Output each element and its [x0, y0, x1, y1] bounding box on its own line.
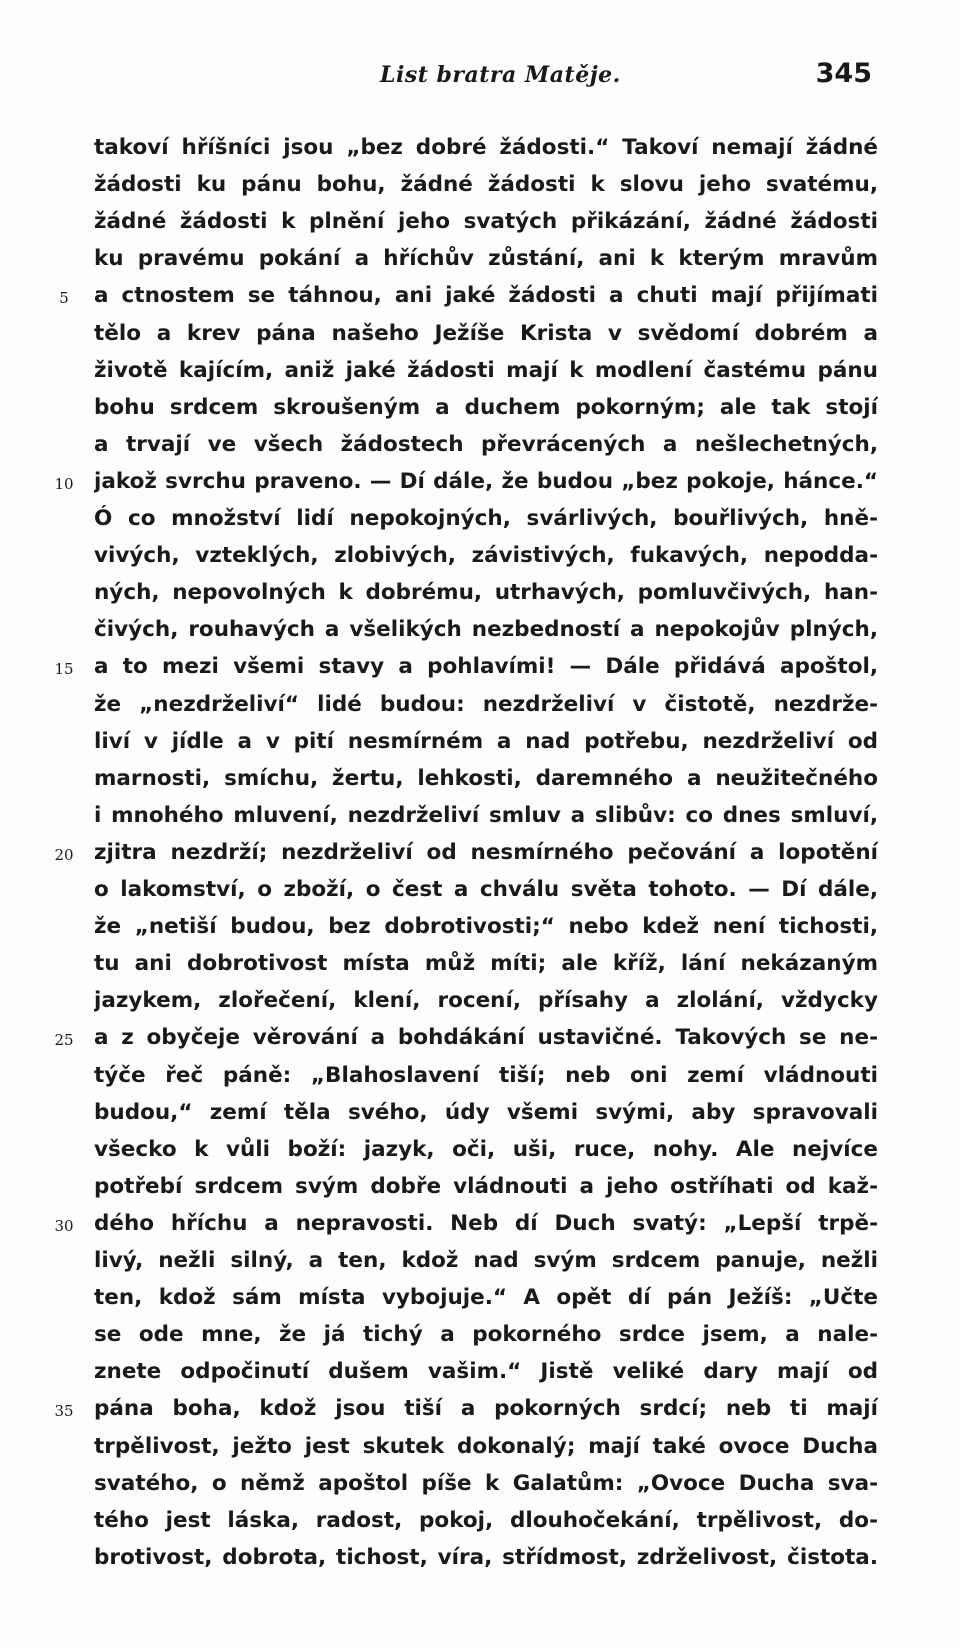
text-line: ten, kdož sám místa vybojuje.“ A opět dí pán Ježíš: „Učte	[94, 1285, 878, 1311]
text-line: a z obyčeje věrování a bohdákání ustavičné. Takových se ne-	[94, 1025, 878, 1051]
text-line: životě kajícím, aniž jaké žádosti mají k modlení častému pánu	[94, 357, 878, 383]
page-number: 345	[815, 58, 872, 89]
text-line: takoví hříšníci jsou „bez dobré žádosti.“ Takoví nemají žádné	[94, 135, 878, 160]
text-line: svatého, o němž apoštol píše k Galatům: „Ovoce Ducha sva-	[94, 1470, 878, 1496]
text-line: jakož svrchu praveno. — Dí dále, že budou „bez pokoje, hánce.“	[94, 468, 878, 494]
text-line: budou,“ zemí těla svého, údy všemi svými, aby spravovali	[94, 1099, 878, 1125]
text-line: se ode mne, že já tichý a pokorného srdce jsem, a nale-	[94, 1322, 878, 1348]
text-line: pána boha, kdož jsou tiší a pokorných srdcí; neb ti mají	[94, 1396, 878, 1422]
text-line: čivých, rouhavých a všelikých nezbedností a nepokojův plných,	[94, 617, 878, 643]
margin-line-number: 20	[54, 845, 74, 864]
text-line: dého hříchu a nepravosti. Neb dí Duch svatý: „Lepší trpě-	[94, 1210, 878, 1236]
text-line: a ctnostem se táhnou, ani jaké žádosti a chuti mají přijímati	[94, 283, 878, 309]
text-line: i mnohého mluvení, nezdrželiví smluv a slibův: co dnes smluví,	[94, 802, 878, 828]
running-title: List bratra Matěje.	[380, 62, 621, 88]
text-line: týče řeč páně: „Blahoslavení tiší; neb oni zemí vládnouti	[94, 1062, 878, 1088]
text-line: brotivost, dobrota, tichost, víra, střídmost, zdrželivost, čistota.	[94, 1544, 878, 1570]
margin-line-number: 35	[54, 1402, 74, 1421]
page-header	[0, 58, 960, 98]
margin-line-number: 25	[54, 1031, 74, 1050]
text-line: zjitra nezdrží; nezdrželiví od nesmírného pečování a lopotění	[94, 839, 878, 865]
text-line: a to mezi všemi stavy a pohlavími! — Dále přidává apoštol,	[94, 654, 878, 680]
text-line: tu ani dobrotivost místa můž míti; ale kříž, lání nekázaným	[94, 951, 878, 977]
text-line: žádosti ku pánu bohu, žádné žádosti k slovu jeho svatému,	[94, 172, 878, 198]
text-line: marnosti, smíchu, žertu, lehkosti, daremného a neužitečného	[94, 765, 878, 791]
margin-line-number: 5	[59, 289, 69, 308]
text-line: všecko k vůli boží: jazyk, oči, uši, ruce, nohy. Ale nejvíce	[94, 1136, 878, 1162]
text-line: livý, nežli silný, a ten, kdož nad svým srdcem panuje, nežli	[94, 1248, 878, 1273]
text-line: ku pravému pokání a hříchův zůstání, ani k kterým mravům	[94, 246, 878, 272]
margin-line-number: 15	[54, 660, 74, 679]
text-line: žádné žádosti k plnění jeho svatých přikázání, žádné žádosti	[94, 209, 878, 235]
text-line: a trvají ve všech žádostech převrácených a nešlechetných,	[94, 431, 878, 457]
text-line: že „nezdrželiví“ lidé budou: nezdrželiví v čistotě, nezdrže-	[94, 691, 878, 717]
text-line: znete odpočinutí dušem vašim.“ Jistě veliké dary mají od	[94, 1359, 878, 1385]
text-line: trpělivost, ježto jest skutek dokonalý; mají také ovoce Ducha	[94, 1433, 878, 1459]
text-line: vivých, vzteklých, zlobivých, závistivých, fukavých, nepodda-	[94, 543, 878, 569]
text-line: potřebí srdcem svým dobře vládnouti a jeho ostříhati od kaž-	[94, 1173, 878, 1199]
text-line: jazykem, zlořečení, klení, rocení, přísahy a zlolání, vždycky	[94, 988, 878, 1014]
margin-line-number: 30	[54, 1216, 74, 1235]
text-line: Ó co množství lidí nepokojných, svárlivých, bouřlivých, hně-	[94, 506, 878, 531]
text-line: tělo a krev pána našeho Ježíše Krista v svědomí dobrém a	[94, 320, 878, 346]
text-line: liví v jídle a v pití nesmírném a nad potřebu, nezdrželiví od	[94, 728, 878, 754]
text-line: ných, nepovolných k dobrému, utrhavých, pomluvčivých, han-	[94, 580, 878, 606]
margin-line-number: 10	[54, 474, 74, 493]
text-line: bohu srdcem skroušeným a duchem pokorným; ale tak stojí	[94, 394, 878, 420]
text-line: o lakomství, o zboží, o čest a chválu světa tohoto. — Dí dále,	[94, 877, 878, 902]
text-line: tého jest láska, radost, pokoj, dlouhočekání, trpělivost, do-	[94, 1507, 878, 1533]
text-line: že „netiší budou, bez dobrotivosti;“ nebo kdež není tichosti,	[94, 914, 878, 940]
